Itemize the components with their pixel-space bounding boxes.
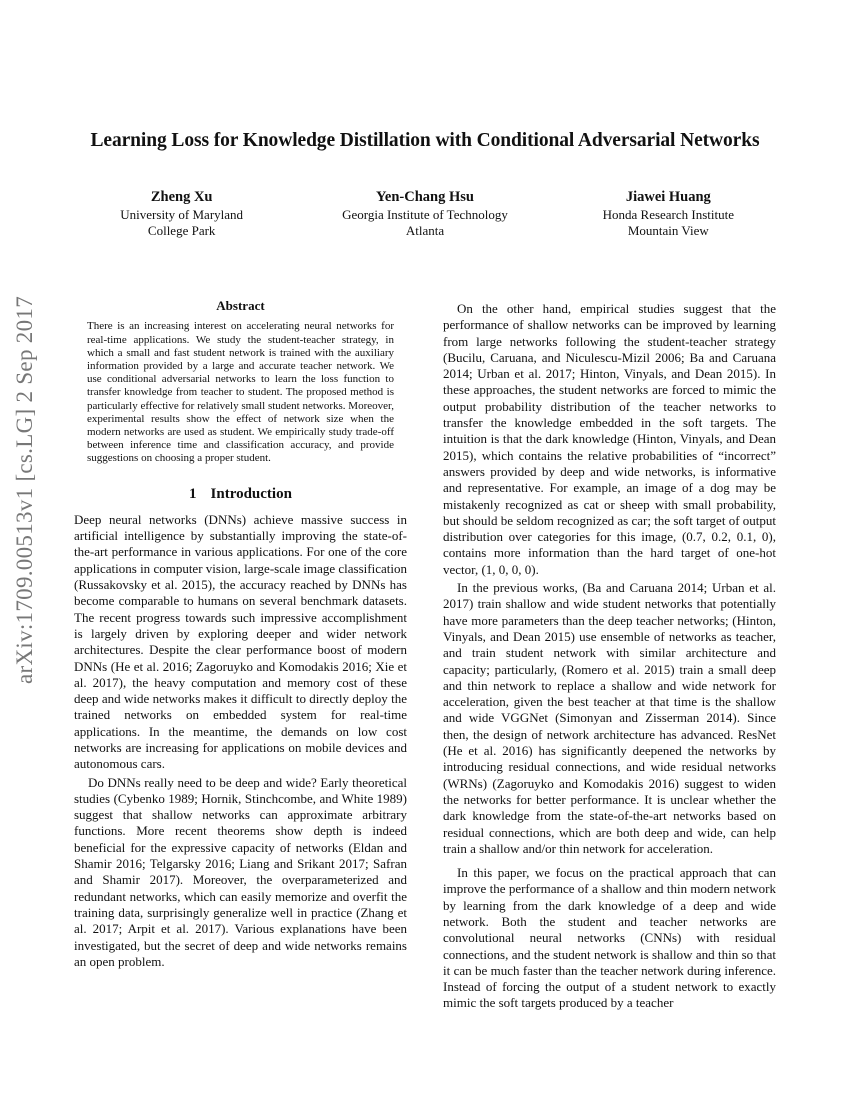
arxiv-side-stamp xyxy=(5,296,45,684)
section-number: 1 xyxy=(189,485,197,502)
author-1 xyxy=(60,187,303,239)
author-location: Atlanta xyxy=(405,223,445,238)
author-affiliation: Honda Research Institute xyxy=(602,207,735,222)
author-name: Zheng Xu xyxy=(150,189,213,205)
author-name: Yen-Chang Hsu xyxy=(376,189,474,205)
paragraph: Deep neural networks (DNNs) achieve massive success in artificial intelligence by substantially improving the state-of-the-art performance in various applications. For one of the core applications in computer vision, large-scale image classification (Russakovsky et al. 2015), the accuracy reached by DNNs has become comparable to humans on several benchmark datasets. The recent progress towards such impressive accomplishment is largely driven by exploring deeper and wider network architectures. Despite the clear performance boost of modern DNNs (He et al. 2016; Zagoruyko and Komodakis 2016; Xie et al. 2017), the heavy computation and memory cost of these deep and wide networks makes it difficult to directly deploy the trained networks on embedded system for real-time applications. In the meantime, the demands on low cost networks are increasing for applications on mobile devices and autonomous cars. xyxy=(74,511,407,772)
paragraph: On the other hand, empirical studies suggest that the performance of shallow networks can be improved by learning from large networks following the student-teacher strategy (Bucilu, Caruana, and Niculescu-Mizil 2006; Ba and Caruana 2014; Urban et al. 2017; Hinton, Vinyals, and Dean 2015). In these approaches, the student networks are forced to mimic the output probability distribution of the teacher networks to transfer the knowledge embedded in the soft targets. The intuition is that the dark knowledge (Hinton, Vinyals, and Dean 2015), which contains the relative probabilities of “incorrect” answers provided by deep and wide networks, is informative and representative. For example, an image of a dog may be mistakenly recognized as cat or sheep with small probability, but should be seldom recognized as car; the soft target of output distribution over categories for this image, (0.7, 0.2, 0.1, 0), contains more information than the hard target of one-hot vector, (1, 0, 0, 0). xyxy=(443,301,776,577)
arxiv-identifier: arXiv:1709.00513v1 [cs.LG] 2 Sep 2017 xyxy=(12,296,37,684)
author-block xyxy=(60,187,790,239)
author-3 xyxy=(547,187,790,239)
paragraph: In the previous works, (Ba and Caruana 2014; Urban et al. 2017) train shallow and wide student networks that potentially have more parameters than the deep teacher networks; (Hinton, Vinyals, and Dean 2015) use ensemble of networks as teacher, and train student network with similar architecture and capacity; particularly, (Romero et al. 2015) train a small deep and thin network to replace a shallow and wide network for acceleration, given the best teacher at that time is the shallow and wide VGGNet (Simonyan and Zisserman 2014). Since then, the design of network architecture has advanced. ResNet (He et al. 2016) has significantly deepened the networks by introducing residual connections, and wide residual networks (WRNs) (Zagoruyko and Komodakis 2016) suggest to widen the networks for better performance. It is unclear whether the dark knowledge from the state-of-the-art networks based on residual connections, which are both deep and wide, can help train a shallow and/or thin network for acceleration. xyxy=(443,580,776,856)
paragraph: In this paper, we focus on the practical approach that can improve the performance of a shallow and thin modern network by learning from the dark knowledge of a deep and wide network. Both the student and teacher networks are convolutional neural networks (CNNs) with residual connections, and the student network is shallow and thin so that it can be much faster than the teacher network during inference. Instead of forcing the output of a student network to exactly mimic the soft targets produced by a teacher xyxy=(443,865,776,1011)
left-column xyxy=(74,298,407,970)
author-location: College Park xyxy=(147,223,216,238)
right-column xyxy=(443,301,776,1012)
abstract-text: There is an increasing interest on accelerating neural networks for real-time applications. We study the student-teacher strategy, in which a small and fast student network is trained with the auxiliary information provided by a large and accurate teacher network. We use conditional adversarial networks to learn the loss function to transfer knowledge from teacher to student. The proposed method is particularly effective for relatively small student networks. Moreover, experimental results show the effect of network size when the modern networks are used as student. We empirically study trade-off between inference time and classification accuracy, and provide suggestions on choosing a proper student. xyxy=(87,320,394,465)
author-2 xyxy=(303,187,546,239)
abstract-heading: Abstract xyxy=(216,298,265,313)
author-name: Jiawei Huang xyxy=(625,189,711,205)
author-location: Mountain View xyxy=(627,223,709,238)
author-affiliation: University of Maryland xyxy=(120,207,244,222)
paper-title: Learning Loss for Knowledge Distillation with Conditional Adversarial Networks xyxy=(90,130,760,151)
section-heading xyxy=(74,486,407,502)
section-title: Introduction xyxy=(210,485,292,502)
author-affiliation: Georgia Institute of Technology xyxy=(342,207,508,222)
paragraph: Do DNNs really need to be deep and wide? Early theoretical studies (Cybenko 1989; Hornik, Stinchcombe, and White 1989) suggest that shallow networks can approximate arbitrary functions. More recent theorems show depth is indeed beneficial for the expressive capacity of networks (Eldan and Shamir 2016; Telgarsky 2016; Liang and Srikant 2017; Safran and Shamir 2017). Moreover, the overparameterized and redundant networks, which can easily memorize and overfit the training data, surprisingly generalize well in practice (Zhang et al. 2017; Arpit et al. 2017). Various explanations have been investigated, but the secret of deep and wide networks remains an open problem. xyxy=(74,774,407,969)
